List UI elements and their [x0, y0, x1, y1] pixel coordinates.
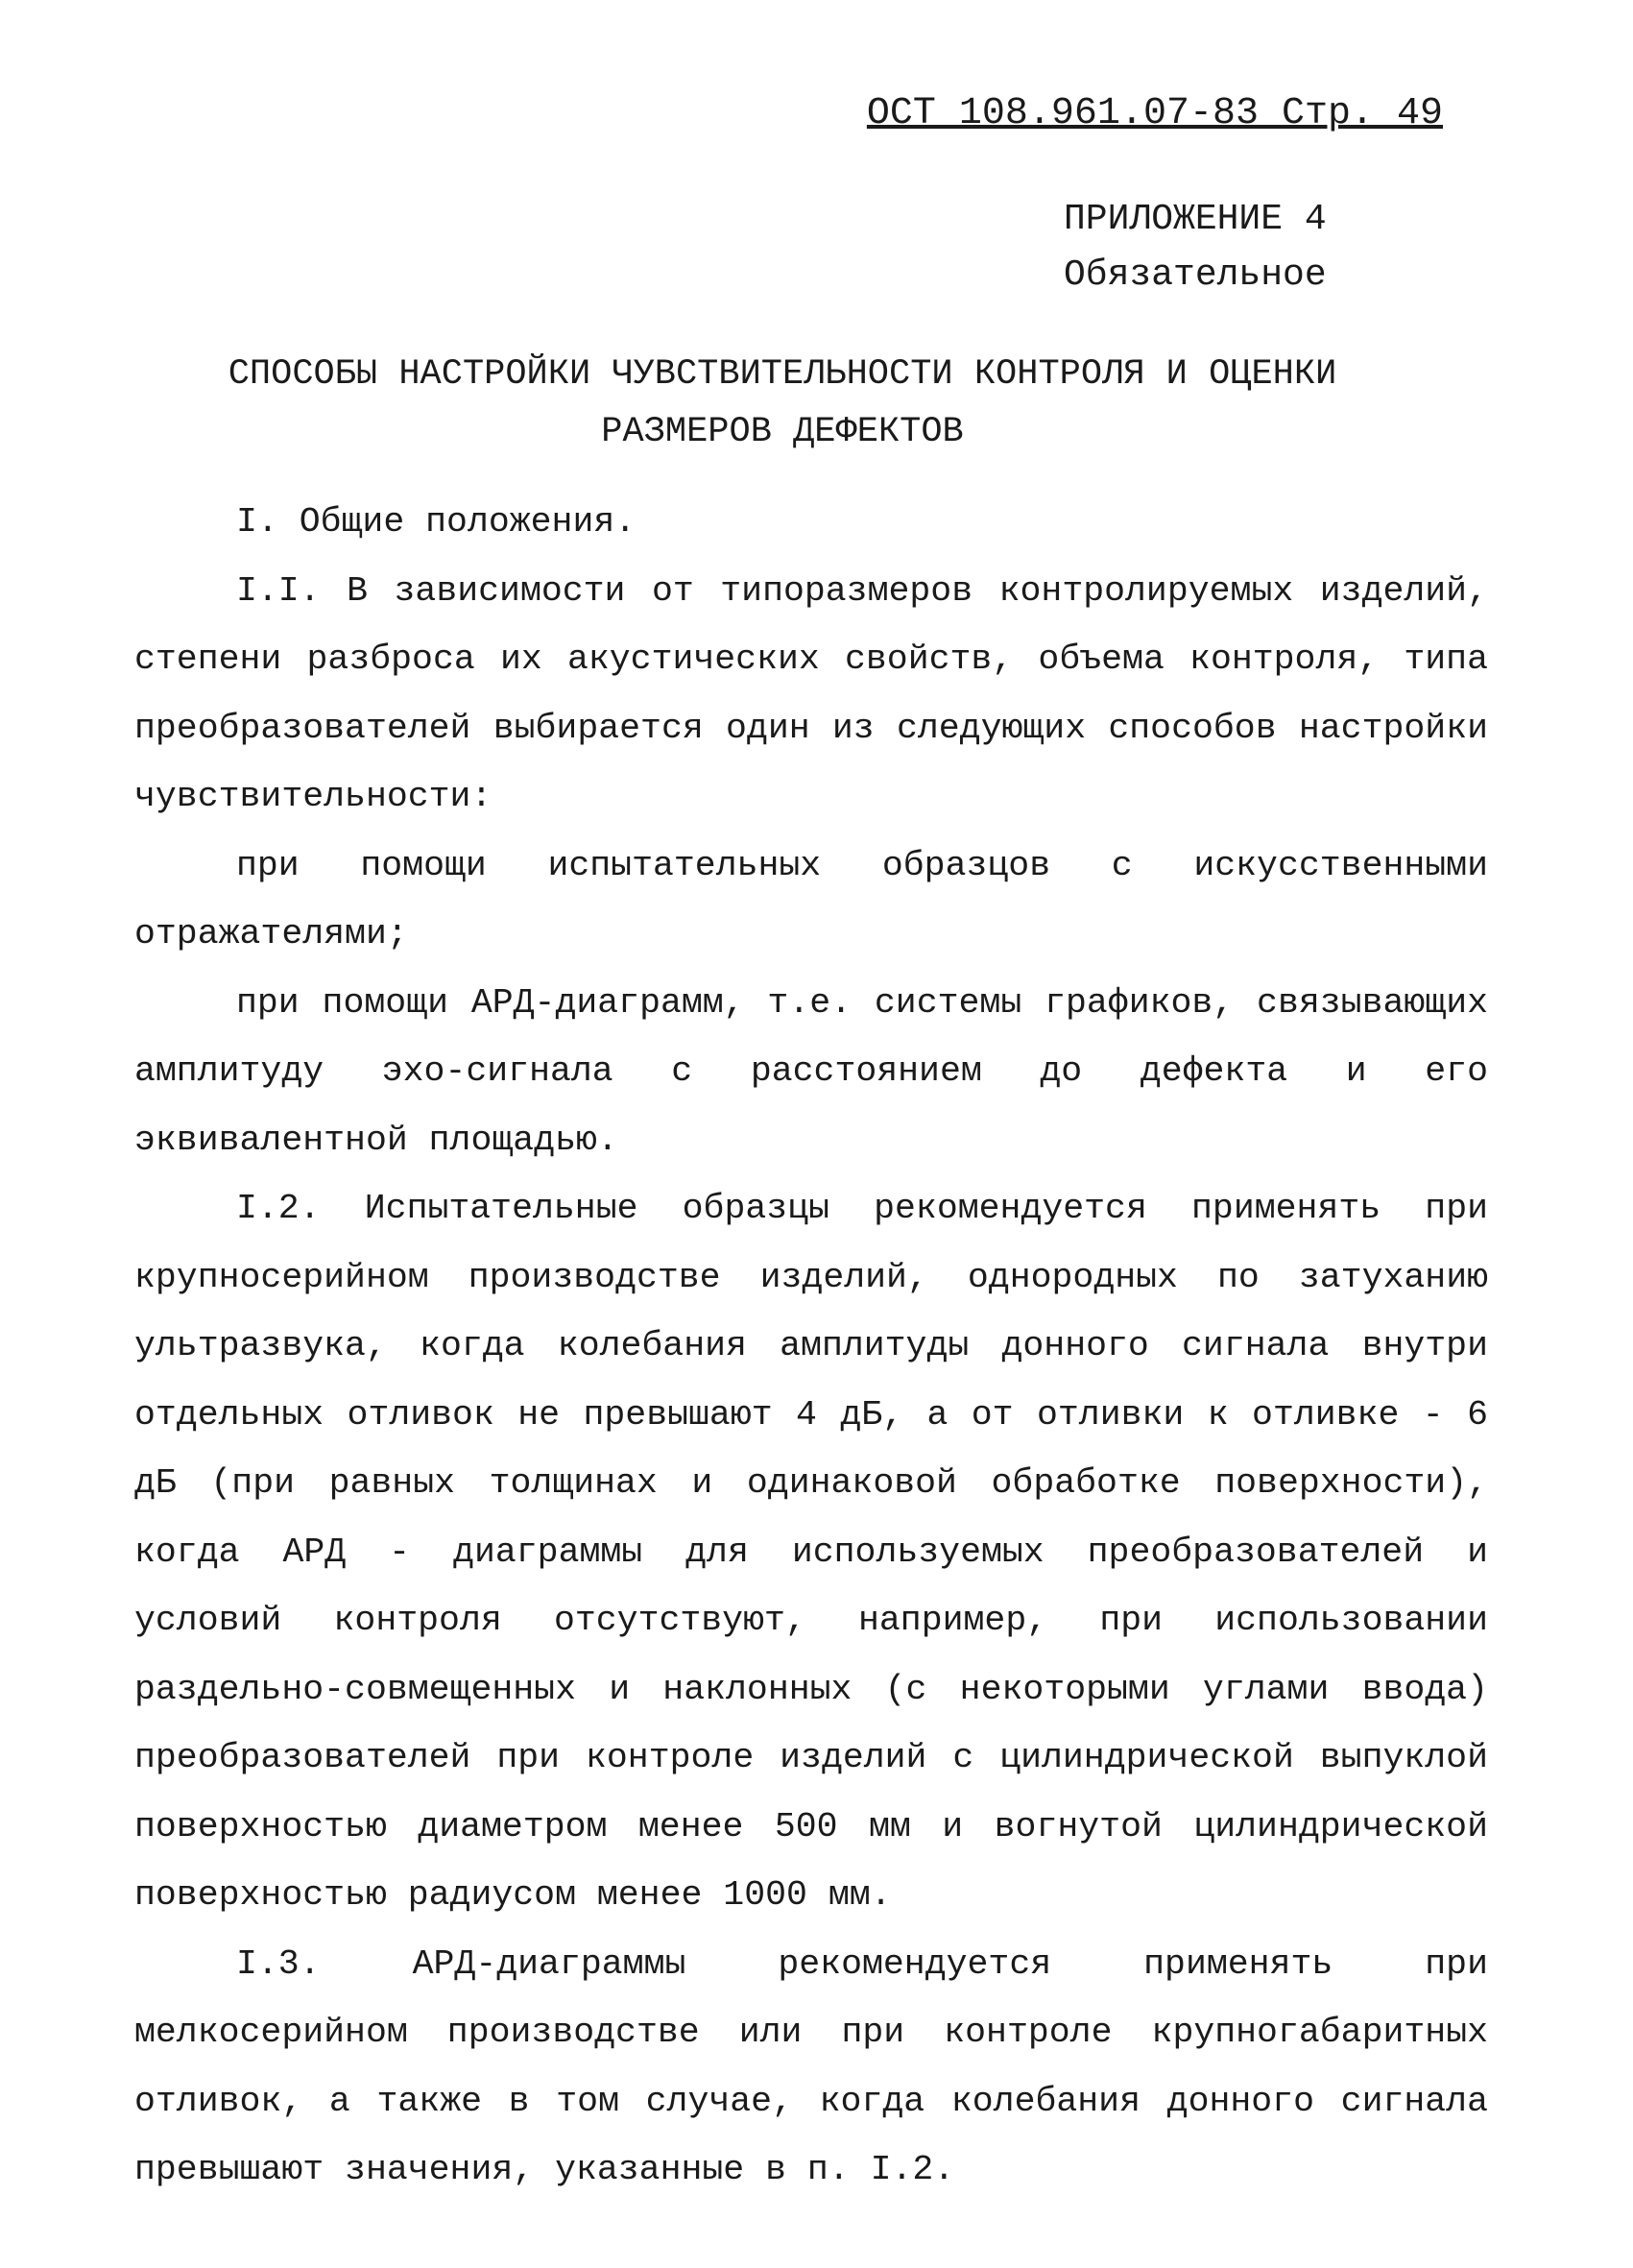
document-body — [134, 488, 1488, 2205]
appendix-status: Обязательное — [1064, 254, 1327, 296]
paragraph-1-2: I.2. Испытательные образцы рекомендуется применять при крупносерийном производстве изделий, однородных по затуханию ультразвука, когда колебания амплитуды донного сигнала внутри отдельных отливок не превышают 4 дБ, а от отливки к отливке - 6 дБ (при равных толщинах и одинаковой обработке поверхности), когда АРД - диаграммы для используемых преобразователей и условий контроля отсутствуют, например, при использовании раздельно-совмещенных и наклонных (с некоторыми углами ввода) преобразователей при контроле изделий с цилиндрической выпуклой поверхностью диаметром менее 500 мм и вогнутой цилиндрической поверхностью радиусом менее 1000 мм. — [134, 1189, 1488, 1915]
title-line-2: РАЗМЕРОВ ДЕФЕКТОВ — [601, 412, 964, 452]
appendix-label: ПРИЛОЖЕНИЕ 4 — [1064, 199, 1327, 240]
paragraph-1-1: I.I. В зависимости от типоразмеров контролируемых изделий, степени разброса их акустических свойств, объема контроля, типа преобразователей выбирается один из следующих способов настройки чувствительности: — [134, 570, 1488, 816]
document-title — [192, 346, 1373, 461]
title-line-1: СПОСОБЫ НАСТРОЙКИ ЧУВСТВИТЕЛЬНОСТИ КОНТРОЛЯ И ОЦЕНКИ — [228, 354, 1337, 395]
paragraph-1-1-item-a: при помощи испытательных образцов с искусственными отражателями; — [134, 845, 1488, 953]
paragraph-1-3: I.3. АРД-диаграммы рекомендуется применять при мелкосерийном производстве или при контроле крупногабаритных отливок, а также в том случае, когда колебания донного сигнала превышают значения, указанные в п. I.2. — [134, 1943, 1488, 2189]
paragraph-1-1-item-b: при помощи АРД-диаграмм, т.е. системы графиков, связывающих амплитуду эхо-сигнала с расстоянием до дефекта и его эквивалентной площадью. — [134, 982, 1488, 1160]
appendix-block — [1064, 192, 1327, 303]
section-heading: I. Общие положения. — [236, 502, 636, 542]
document-reference-header: ОСТ 108.961.07-83 Стр. 49 — [866, 92, 1443, 135]
